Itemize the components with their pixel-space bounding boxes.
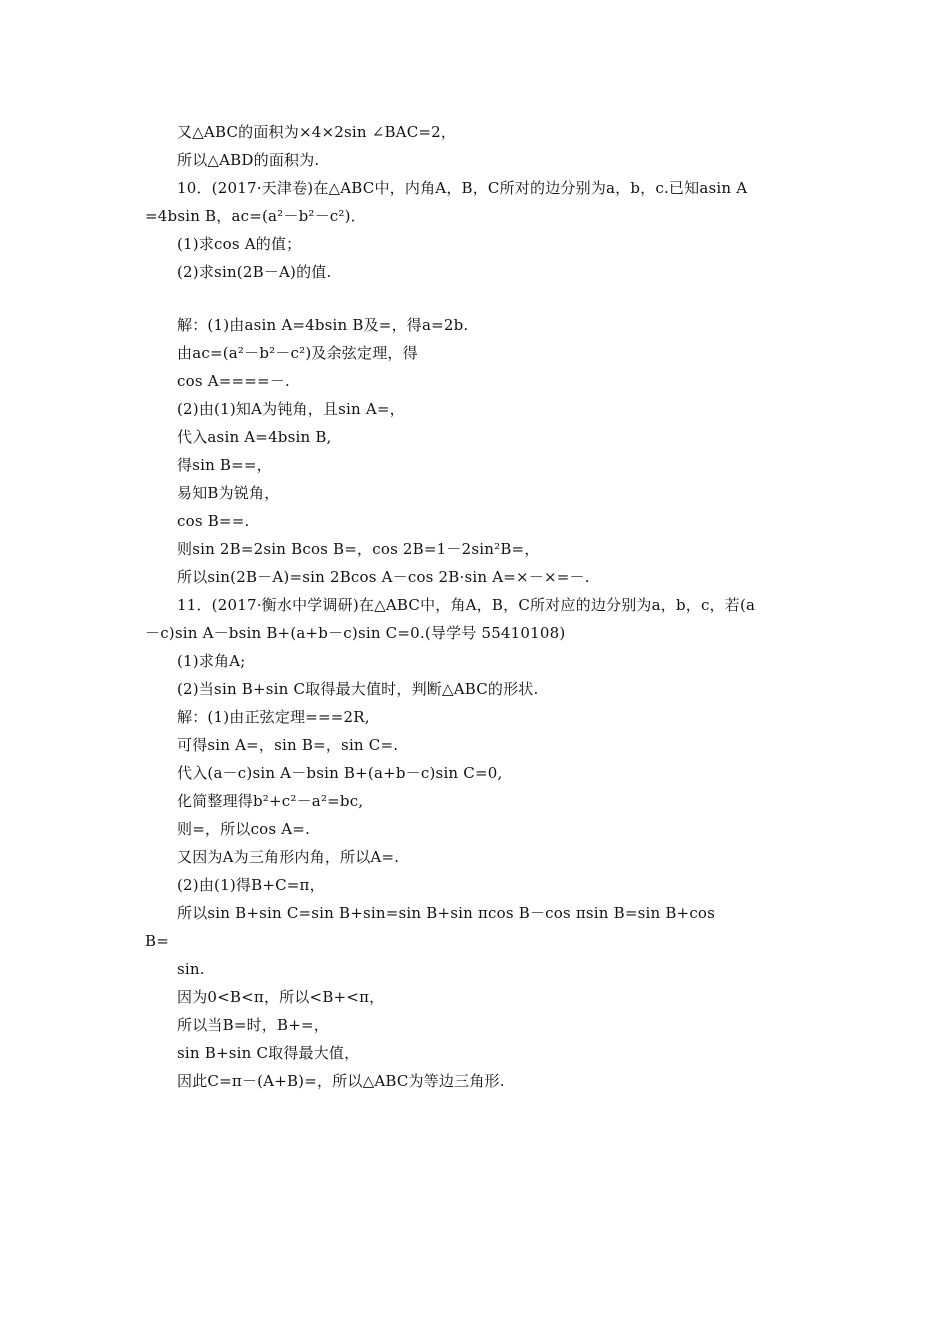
text-line: cos B==. xyxy=(177,512,250,530)
question-item: (1)求角A; xyxy=(177,652,246,670)
problem-11-heading: 11．(2017·衡水中学调研)在△ABC中，角A，B，C所对应的边分别为a，b，c，若(a xyxy=(177,596,756,614)
text-line: (2)由(1)知A为钝角，且sin A=， xyxy=(177,400,405,418)
text-line: 所以sin(2B－A)=sin 2Bcos A－cos 2B·sin A=×－×=－. xyxy=(177,568,590,586)
solution-start: 解：(1)由asin A=4bsin B及=，得a=2b. xyxy=(177,316,469,334)
text-line: B= xyxy=(145,932,169,950)
text-line: 又△ABC的面积为×4×2sin ∠BAC=2， xyxy=(177,123,457,141)
text-line: 所以sin B+sin C=sin B+sin=sin B+sin πcos B－cos πsin B=sin B+cos xyxy=(177,904,716,922)
question-item: (2)当sin B+sin C取得最大值时，判断△ABC的形状. xyxy=(177,680,539,698)
text-line: cos A====－. xyxy=(177,372,290,390)
problem-10-heading: 10．(2017·天津卷)在△ABC中，内角A，B，C所对的边分别为a，b，c.已知asin A xyxy=(177,179,748,197)
text-line: 所以当B=时，B+=， xyxy=(177,1016,329,1034)
text-line: 易知B为锐角， xyxy=(177,484,280,502)
text-line: 因为0<B<π，所以<B+<π， xyxy=(177,988,385,1006)
text-line: 则sin 2B=2sin Bcos B=，cos 2B=1－2sin²B=， xyxy=(177,540,540,558)
text-line: 代入asin A=4bsin B, xyxy=(177,428,332,446)
text-line: sin B+sin C取得最大值， xyxy=(177,1044,360,1062)
text-line: 代入(a－c)sin A－bsin B+(a+b－c)sin C=0, xyxy=(177,764,503,782)
text-line: 由ac=(a²－b²－c²)及余弦定理，得 xyxy=(177,344,418,362)
text-line: sin. xyxy=(177,960,205,978)
question-item: (1)求cos A的值； xyxy=(177,235,302,253)
question-item: (2)求sin(2B－A)的值. xyxy=(177,263,332,281)
text-line: 得sin B==， xyxy=(177,456,272,474)
text-line: 因此C=π－(A+B)=，所以△ABC为等边三角形. xyxy=(177,1072,505,1090)
text-line: =4bsin B，ac=(a²－b²－c²)． xyxy=(145,207,366,225)
text-line: 可得sin A=，sin B=，sin C=. xyxy=(177,736,399,754)
text-line: 则=，所以cos A=. xyxy=(177,820,311,838)
text-line: 化简整理得b²+c²－a²=bc, xyxy=(177,792,364,810)
text-line: (2)由(1)得B+C=π， xyxy=(177,876,325,894)
solution-start: 解：(1)由正弦定理===2R, xyxy=(177,708,370,726)
text-line: －c)sin A－bsin B+(a+b－c)sin C=0.(导学号 55410108) xyxy=(145,624,566,642)
text-line: 所以△ABD的面积为. xyxy=(177,151,320,169)
text-line: 又因为A为三角形内角，所以A=. xyxy=(177,848,400,866)
